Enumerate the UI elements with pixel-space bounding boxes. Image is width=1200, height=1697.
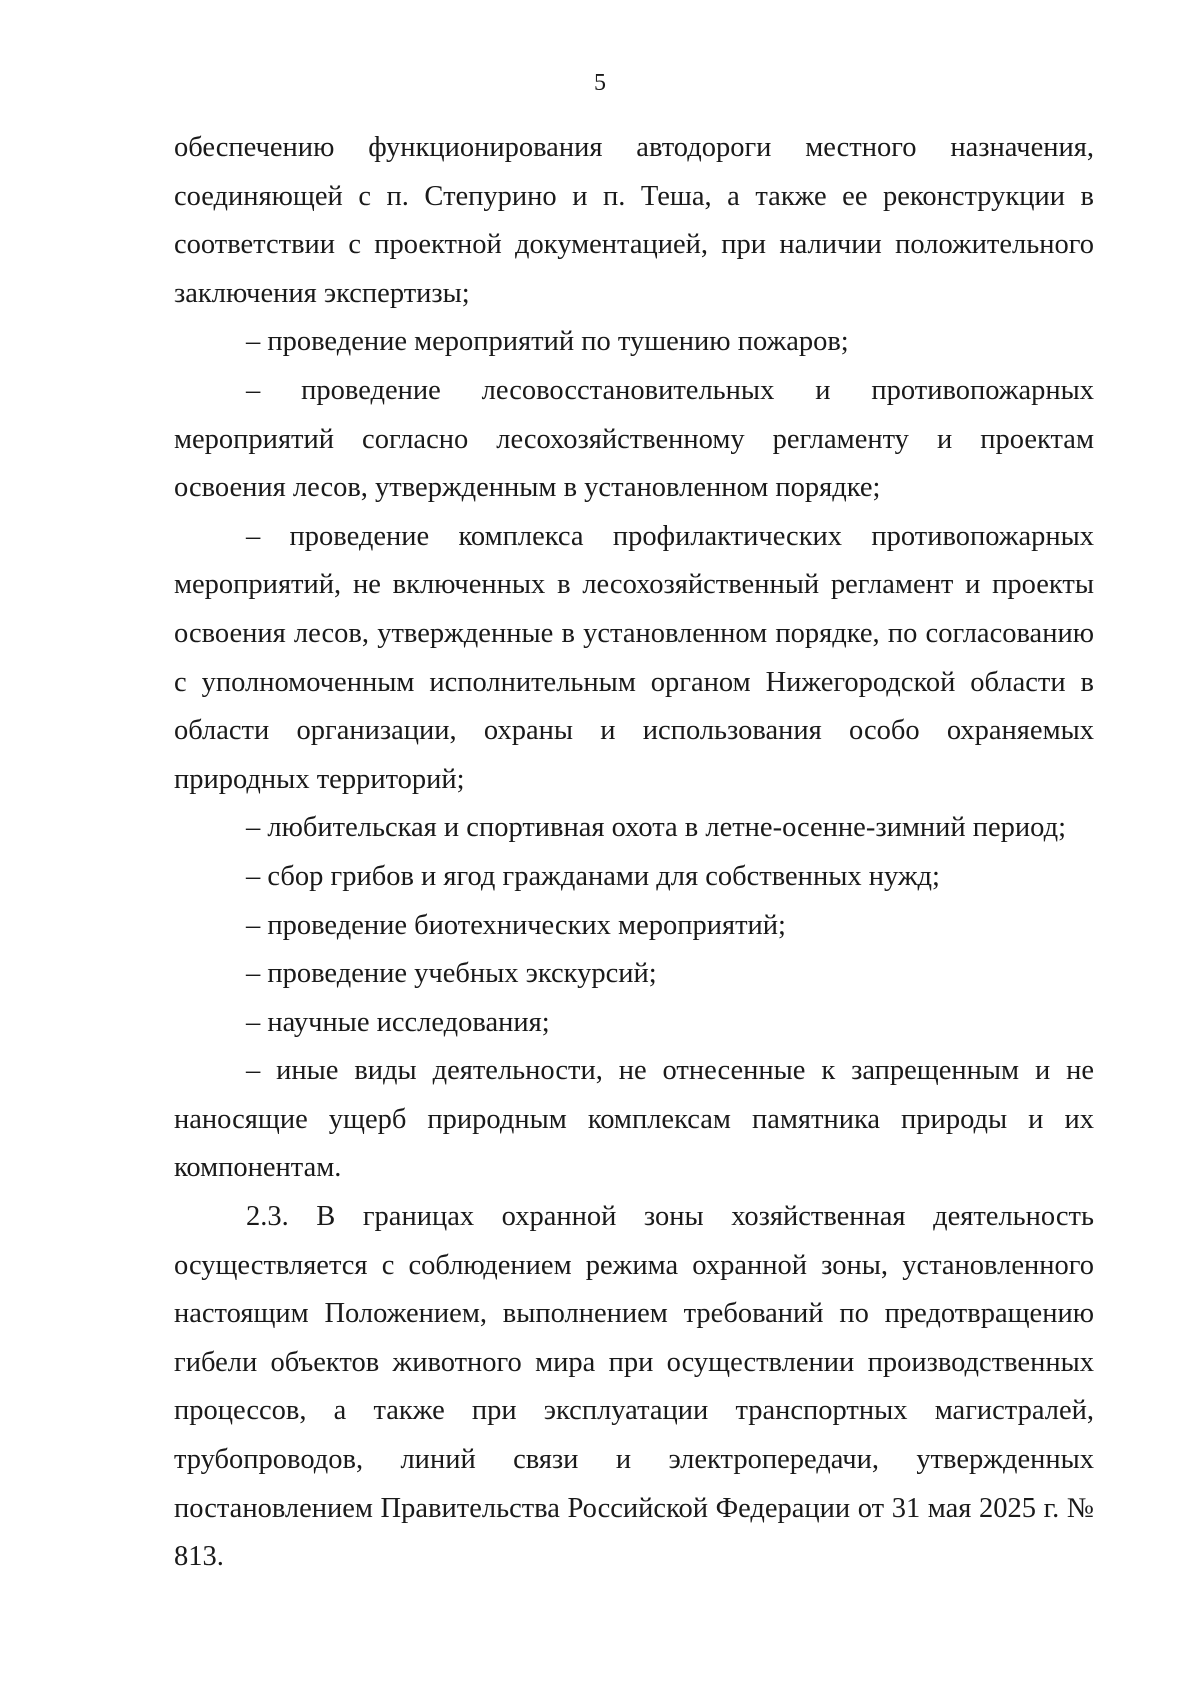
- page-number: 5: [594, 70, 606, 96]
- paragraph-road-maintenance: обеспечению функционирования автодороги местного назначения, соединяющей с п. Степурино и п. Теша, а также ее реконструкции в соответствии с проектной документацией, при наличии положительного заключения экспертизы;: [174, 132, 1094, 309]
- list-item-hunting: – любительская и спортивная охота в летне-осенне-зимний период;: [246, 812, 1067, 844]
- list-item-fire-extinguishing: – проведение мероприятий по тушению пожаров;: [246, 326, 849, 358]
- document-body: [174, 124, 1094, 1582]
- list-item-fire-prevention-complex: – проведение комплекса профилактических противопожарных мероприятий, не включенных в лесохозяйственный регламент и проекты освоения лесов, утвержденные в установленном порядке, по согласованию с уполномоченным исполнительным органом Нижегородской области в области организации, охраны и использования особо охраняемых природных территорий;: [174, 520, 1094, 795]
- list-item-scientific-research: – научные исследования;: [246, 1006, 550, 1038]
- section-2-3-paragraph: 2.3. В границах охранной зоны хозяйственная деятельность осуществляется с соблюдением режима охранной зоны, установленного настоящим Положением, выполнением требований по предотвращению гибели объектов животного мира при осуществлении производственных процессов, а также при эксплуатации транспортных магистралей, трубопроводов, линий связи и электропередачи, утвержденных постановлением Правительства Российской Федерации от 31 мая 2025 г. № 813.: [174, 1201, 1094, 1573]
- list-item-reforestation: – проведение лесовосстановительных и противопожарных мероприятий согласно лесохозяйственному регламенту и проектам освоения лесов, утвержденным в установленном порядке;: [174, 374, 1094, 504]
- list-item-biotechnical-measures: – проведение биотехнических мероприятий;: [246, 909, 786, 941]
- list-item-educational-excursions: – проведение учебных экскурсий;: [246, 958, 657, 990]
- list-item-other-activities: – иные виды деятельности, не отнесенные к запрещенным и не наносящие ущерб природным комплексам памятника природы и их компонентам.: [174, 1055, 1094, 1184]
- list-item-mushroom-berry-picking: – сбор грибов и ягод гражданами для собственных нужд;: [246, 860, 940, 892]
